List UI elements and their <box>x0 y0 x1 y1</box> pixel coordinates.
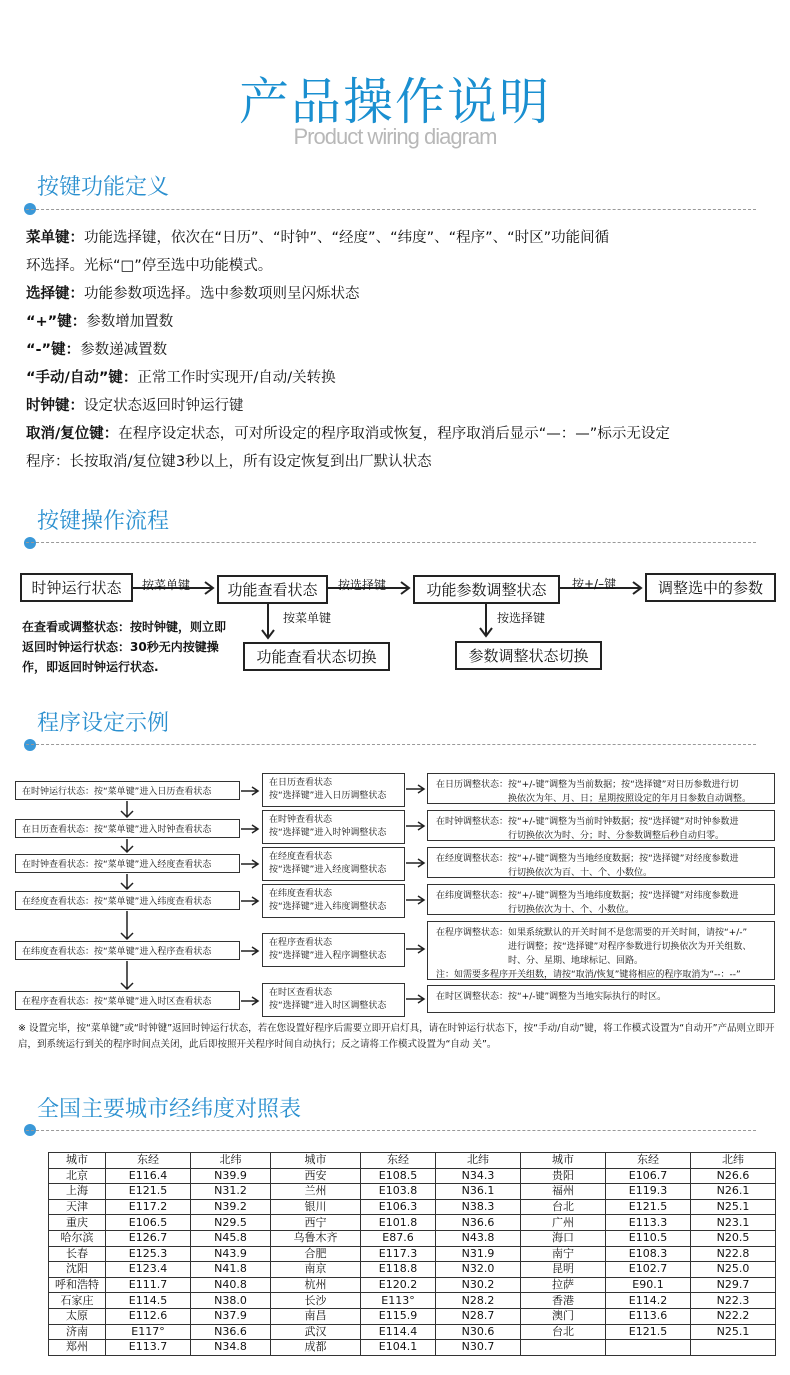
column-header: 东经 <box>606 1153 691 1169</box>
text-line: 在经度调整状态：按“+/-键”调整为当地经度数据；按“选择键”对经度参数进 <box>436 854 739 864</box>
table-cell: N36.6 <box>436 1215 521 1231</box>
table-cell: E113.3 <box>606 1215 691 1231</box>
program-adjust-state <box>427 921 775 980</box>
table-cell: 南昌 <box>271 1308 361 1324</box>
key-name: “手动/自动”键： <box>26 370 138 386</box>
table-cell: 南宁 <box>521 1246 606 1262</box>
key-definition-line <box>26 308 776 336</box>
program-step: 在程序查看状态：按“菜单键”进入时区查看状态 <box>15 991 240 1010</box>
table-row <box>49 1184 776 1200</box>
table-cell: 呼和浩特 <box>49 1277 106 1293</box>
key-definition-line <box>26 364 776 392</box>
table-cell: 石家庄 <box>49 1293 106 1309</box>
table-cell: N25.1 <box>691 1324 776 1340</box>
key-description: 参数增加置数 <box>86 314 174 330</box>
text-line: 行切换依次为时、分；时、分参数调整后秒自动归零。 <box>508 831 725 841</box>
table-cell: 贵阳 <box>521 1168 606 1184</box>
text-line: 在纬度调整状态：按“+/-键”调整为当地纬度数据；按“选择键”对纬度参数进 <box>436 891 739 901</box>
table-cell: N28.2 <box>436 1293 521 1309</box>
table-cell: 合肥 <box>271 1246 361 1262</box>
table-cell: 杭州 <box>271 1277 361 1293</box>
table-cell: N45.8 <box>191 1230 271 1246</box>
table-cell: E102.7 <box>606 1262 691 1278</box>
table-cell: 哈尔滨 <box>49 1230 106 1246</box>
table-cell: E118.8 <box>361 1262 436 1278</box>
table-cell: N29.7 <box>691 1277 776 1293</box>
page-title: 产品操作说明 <box>239 73 551 131</box>
column-header: 北纬 <box>191 1153 271 1169</box>
table-cell: N34.3 <box>436 1168 521 1184</box>
table-cell: E104.1 <box>361 1340 436 1356</box>
table-cell: 昆明 <box>521 1262 606 1278</box>
table-cell: N30.2 <box>436 1277 521 1293</box>
table-cell: N22.3 <box>691 1293 776 1309</box>
table-cell: 台北 <box>521 1324 606 1340</box>
table-cell: E121.5 <box>606 1324 691 1340</box>
section-title-program: 程序设定示例 <box>37 711 170 736</box>
table-cell: E106.7 <box>606 1168 691 1184</box>
table-cell: N41.8 <box>191 1262 271 1278</box>
table-cell: N39.9 <box>191 1168 271 1184</box>
key-description: 参数递减置数 <box>80 342 168 358</box>
table-cell: N31.2 <box>191 1184 271 1200</box>
arrow-label: 按选择键 <box>338 578 387 592</box>
table-cell: E113.7 <box>106 1340 191 1356</box>
column-header: 城市 <box>49 1153 106 1169</box>
table-cell: N25.0 <box>691 1262 776 1278</box>
flow-box-clock-running: 时钟运行状态 <box>20 573 133 602</box>
program-adjust-state <box>427 985 775 1013</box>
table-cell: E121.5 <box>106 1184 191 1200</box>
table-cell: E115.9 <box>361 1308 436 1324</box>
table-cell: 重庆 <box>49 1215 106 1231</box>
text-line: 在时区查看状态 <box>269 988 333 998</box>
table-cell: 长春 <box>49 1246 106 1262</box>
text-line: 按“选择键”进入纬度调整状态 <box>269 902 387 912</box>
table-cell: E123.4 <box>106 1262 191 1278</box>
program-adjust-state <box>427 773 775 804</box>
divider <box>26 209 756 210</box>
flow-note: 在查看或调整状态：按时钟键，则立即返回时钟运行状态：30秒无内按键操作，即返回时钟运行状态. <box>22 620 227 674</box>
table-row <box>49 1262 776 1278</box>
table-cell: N31.9 <box>436 1246 521 1262</box>
arrow-label: 按菜单键 <box>283 611 332 625</box>
table-cell: E106.3 <box>361 1199 436 1215</box>
text-line: 在时区调整状态：按“+/-键”调整为当地实际执行的时区。 <box>436 992 667 1002</box>
table-cell: 银川 <box>271 1199 361 1215</box>
table-cell <box>521 1340 606 1356</box>
program-step: 在日历查看状态：按“菜单键”进入时钟查看状态 <box>15 819 240 838</box>
table-cell: 济南 <box>49 1324 106 1340</box>
text-line: 按“选择键”进入时区调整状态 <box>269 1001 387 1011</box>
bullet-dot <box>24 537 36 549</box>
table-cell: 福州 <box>521 1184 606 1200</box>
table-cell: E117° <box>106 1324 191 1340</box>
text-line: 进行调整；按“选择键”对程序参数进行切换依次为开关组数、 <box>508 942 752 952</box>
table-cell: E126.7 <box>106 1230 191 1246</box>
table-cell: N37.9 <box>191 1308 271 1324</box>
program-step: 在纬度查看状态：按“菜单键”进入程序查看状态 <box>15 941 240 960</box>
key-name: 选择键： <box>26 286 84 302</box>
program-view-state <box>262 847 405 881</box>
table-cell: E87.6 <box>361 1230 436 1246</box>
column-header: 城市 <box>271 1153 361 1169</box>
footnote: ※ 设置完毕，按“菜单键”或“时钟键”返回时钟运行状态，若在您设置好程序后需要立即开启灯具，请在时钟运行状态下，按“手动/自动”键，将工作模式设置为“自动开”产品则立即开启，到系统运行到关的程序时间点关闭，此后即按照开关程序时间自动执行；反之请将工作模式设置为“自动 关”。 <box>18 1023 775 1050</box>
table-cell: 太原 <box>49 1308 106 1324</box>
text-line: 按“选择键”进入经度调整状态 <box>269 865 387 875</box>
divider <box>26 1130 756 1131</box>
text-line: 在程序查看状态 <box>269 938 333 948</box>
key-description: 正常工作时实现开/自动/关转换 <box>137 370 336 386</box>
table-cell: N22.8 <box>691 1246 776 1262</box>
text-line: 在时钟调整状态：按“+/-键”调整为当前时钟数据；按“选择键”对时钟参数进 <box>436 817 739 827</box>
key-description: 设定状态返回时钟运行键 <box>84 398 244 414</box>
program-step: 在时钟运行状态：按“菜单键”进入日历查看状态 <box>15 781 240 800</box>
table-cell: 兰州 <box>271 1184 361 1200</box>
table-cell: N32.0 <box>436 1262 521 1278</box>
text-line: 在时钟查看状态 <box>269 815 333 825</box>
table-cell: N38.3 <box>436 1199 521 1215</box>
table-row <box>49 1277 776 1293</box>
arrow-label: 按选择键 <box>497 611 546 625</box>
table-cell: N26.1 <box>691 1184 776 1200</box>
table-row <box>49 1293 776 1309</box>
text-line: 时、分、星期、地球标记、回路。 <box>508 956 644 966</box>
table-cell: N26.6 <box>691 1168 776 1184</box>
key-definition-line <box>26 420 776 448</box>
table-cell: 澳门 <box>521 1308 606 1324</box>
city-coordinates-table <box>48 1152 776 1356</box>
program-step: 在经度查看状态：按“菜单键”进入纬度查看状态 <box>15 891 240 910</box>
arrow-label: 按菜单键 <box>142 578 191 592</box>
table-row <box>49 1308 776 1324</box>
table-row <box>49 1199 776 1215</box>
key-definition-line <box>26 280 776 308</box>
table-row <box>49 1246 776 1262</box>
arrow-label: 按+/–键 <box>572 577 617 591</box>
program-view-state <box>262 933 405 967</box>
text-line: 按“选择键”进入程序调整状态 <box>269 951 387 961</box>
key-name: “-”键： <box>26 342 81 358</box>
table-cell: 成都 <box>271 1340 361 1356</box>
text-line: 注：如需要多程序开关组数，请按“取消/恢复”键将相应的程序取消为“--：--” <box>436 970 741 980</box>
key-definition-line <box>26 224 776 252</box>
section-title-keys: 按键功能定义 <box>37 175 170 200</box>
table-cell: N36.6 <box>191 1324 271 1340</box>
table-cell <box>606 1340 691 1356</box>
table-cell: E103.8 <box>361 1184 436 1200</box>
text-line: 在经度查看状态 <box>269 852 333 862</box>
text-line: 行切换依次为十、个、小数位。 <box>508 905 635 915</box>
bullet-dot <box>24 739 36 751</box>
table-row <box>49 1324 776 1340</box>
table-cell: N29.5 <box>191 1215 271 1231</box>
table-cell: E90.1 <box>606 1277 691 1293</box>
flow-box-adjust-selected: 调整选中的参数 <box>645 573 776 602</box>
table-cell: E116.4 <box>106 1168 191 1184</box>
text-line: 在日历查看状态 <box>269 778 333 788</box>
text-line: 在程序调整状态：如果系统默认的开关时间不是您需要的开关时间，请按“+/-” <box>436 928 748 938</box>
table-cell: 南京 <box>271 1262 361 1278</box>
page-subtitle: Product wiring diagram <box>293 124 497 149</box>
table-cell: E114.4 <box>361 1324 436 1340</box>
table-cell: 海口 <box>521 1230 606 1246</box>
table-row <box>49 1340 776 1356</box>
key-description: 程序：长按取消/复位键3秒以上，所有设定恢复到出厂默认状态 <box>26 454 432 470</box>
text-line: 在日历调整状态：按“+/-键”调整为当前数据；按“选择键”对日历参数进行切 <box>436 780 739 790</box>
key-name: 取消/复位键： <box>26 426 119 442</box>
program-step: 在时钟查看状态：按“菜单键”进入经度查看状态 <box>15 854 240 873</box>
table-cell: E114.2 <box>606 1293 691 1309</box>
table-cell: E110.5 <box>606 1230 691 1246</box>
column-header: 东经 <box>361 1153 436 1169</box>
table-cell: N40.8 <box>191 1277 271 1293</box>
key-definition-line <box>26 448 776 476</box>
key-name: “+”键： <box>26 314 87 330</box>
divider <box>26 744 756 745</box>
program-adjust-state <box>427 810 775 841</box>
text-line: 换依次为年、月、日；星期按照设定的年月日参数自动调整。 <box>508 794 752 804</box>
section-title-cities: 全国主要城市经纬度对照表 <box>37 1097 302 1122</box>
key-description: 功能选择键，依次在“日历”、“时钟”、“经度”、“纬度”、“程序”、“时区”功能间循 <box>84 230 610 246</box>
table-cell: E119.3 <box>606 1184 691 1200</box>
text-line: 行切换依次为百、十、个、小数位。 <box>508 868 653 878</box>
key-description: 环选择。光标“□”停至选中功能模式。 <box>26 258 273 274</box>
flow-box-function-view: 功能查看状态 <box>217 575 328 604</box>
key-definition-line <box>26 392 776 420</box>
program-view-state <box>262 983 405 1017</box>
program-adjust-state <box>427 884 775 915</box>
table-cell: 乌鲁木齐 <box>271 1230 361 1246</box>
table-cell: E121.5 <box>606 1199 691 1215</box>
table-cell: E112.6 <box>106 1308 191 1324</box>
key-name: 菜单键： <box>26 230 84 246</box>
table-cell: E113.6 <box>606 1308 691 1324</box>
table-cell: E125.3 <box>106 1246 191 1262</box>
program-view-state <box>262 773 405 807</box>
table-cell: 郑州 <box>49 1340 106 1356</box>
table-row <box>49 1168 776 1184</box>
column-header: 城市 <box>521 1153 606 1169</box>
table-cell: N43.8 <box>436 1230 521 1246</box>
key-name: 时钟键： <box>26 398 84 414</box>
table-row <box>49 1230 776 1246</box>
column-header: 北纬 <box>436 1153 521 1169</box>
table-cell: N36.1 <box>436 1184 521 1200</box>
column-header: 北纬 <box>691 1153 776 1169</box>
table-header-row <box>49 1153 776 1169</box>
table-cell: N38.0 <box>191 1293 271 1309</box>
table-cell <box>691 1340 776 1356</box>
key-description: 在程序设定状态，可对所设定的程序取消或恢复，程序取消后显示“—：—”标示无设定 <box>118 426 670 442</box>
flow-box-adjust-switch: 参数调整状态切换 <box>455 641 602 670</box>
table-cell: N30.6 <box>436 1324 521 1340</box>
table-cell: 长沙 <box>271 1293 361 1309</box>
table-cell: 拉萨 <box>521 1277 606 1293</box>
text-line: 按“选择键”进入时钟调整状态 <box>269 828 387 838</box>
table-cell: E108.3 <box>606 1246 691 1262</box>
table-cell: E111.7 <box>106 1277 191 1293</box>
table-cell: E120.2 <box>361 1277 436 1293</box>
text-line: 在纬度查看状态 <box>269 889 333 899</box>
table-cell: E106.5 <box>106 1215 191 1231</box>
table-cell: N28.7 <box>436 1308 521 1324</box>
flow-box-param-adjust: 功能参数调整状态 <box>413 575 560 604</box>
table-cell: 台北 <box>521 1199 606 1215</box>
table-cell: E101.8 <box>361 1215 436 1231</box>
table-cell: N22.2 <box>691 1308 776 1324</box>
program-adjust-state <box>427 847 775 878</box>
table-cell: N25.1 <box>691 1199 776 1215</box>
table-cell: E108.5 <box>361 1168 436 1184</box>
table-cell: 上海 <box>49 1184 106 1200</box>
table-cell: 沈阳 <box>49 1262 106 1278</box>
table-cell: N43.9 <box>191 1246 271 1262</box>
program-view-state <box>262 810 405 844</box>
table-cell: E114.5 <box>106 1293 191 1309</box>
table-row <box>49 1215 776 1231</box>
table-cell: N20.5 <box>691 1230 776 1246</box>
text-line: 按“选择键”进入日历调整状态 <box>269 791 387 801</box>
table-cell: 武汉 <box>271 1324 361 1340</box>
column-header: 东经 <box>106 1153 191 1169</box>
key-definition-line <box>26 252 776 280</box>
table-cell: 西宁 <box>271 1215 361 1231</box>
key-definition-line <box>26 336 776 364</box>
key-description: 功能参数项选择。选中参数项则呈闪烁状态 <box>84 286 360 302</box>
divider <box>26 542 756 543</box>
table-cell: E117.2 <box>106 1199 191 1215</box>
section-title-flow: 按键操作流程 <box>37 509 170 534</box>
table-cell: E117.3 <box>361 1246 436 1262</box>
table-cell: 西安 <box>271 1168 361 1184</box>
table-cell: N23.1 <box>691 1215 776 1231</box>
flow-box-view-switch: 功能查看状态切换 <box>243 642 390 671</box>
table-cell: N30.7 <box>436 1340 521 1356</box>
table-cell: 香港 <box>521 1293 606 1309</box>
table-cell: N34.8 <box>191 1340 271 1356</box>
program-view-state <box>262 884 405 918</box>
table-cell: E113° <box>361 1293 436 1309</box>
table-cell: N39.2 <box>191 1199 271 1215</box>
table-cell: 北京 <box>49 1168 106 1184</box>
table-cell: 广州 <box>521 1215 606 1231</box>
table-cell: 天津 <box>49 1199 106 1215</box>
